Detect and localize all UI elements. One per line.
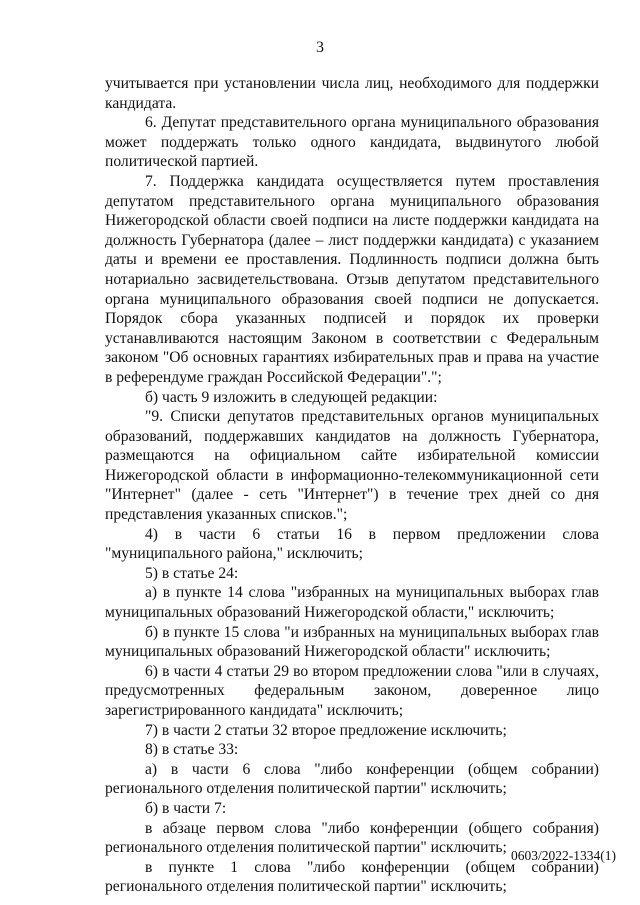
paragraph-amendment-5a: а) в пункте 14 слова "избранных на муниципальных выборах глав муниципальных образований Нижегородской области," исключить; bbox=[105, 584, 599, 622]
paragraph-item-6: 6. Депутат представительного органа муниципального образования может поддержать только одного кандидата, выдвинутого любой политической партией. bbox=[105, 114, 599, 171]
page-number: 3 bbox=[316, 39, 324, 56]
paragraph-amendment-8a: а) в части 6 слова "либо конференции (общем собрании) регионального отделения политической партии" исключить; bbox=[105, 760, 599, 798]
paragraph-amendment-8b-point1: в пункте 1 слова "либо конференции (общем собрании) регионального отделения политической партии" исключить; bbox=[105, 858, 599, 896]
paragraph-item-7: 7. Поддержка кандидата осуществляется путем проставления депутатом представительного органа муниципального образования Нижегородской области своей подписи на листе поддержки кандидата на должность Губернатора (далее – лист поддержки кандидата) с указанием даты и времени ее проставления. Подлинность подписи должна быть нотариально засвидетельствована. Отзыв депутатом представительного органа муниципального образования своей подписи не допускается. Порядок сбора указанных подписей и порядок их проверки устанавливаются настоящим Законом в соответствии с Федеральным законом "Об основных гарантиях избирательных прав и права на участие в референдуме граждан Российской Федерации"."; bbox=[105, 172, 599, 386]
paragraph-amendment-7: 7) в части 2 статьи 32 второе предложение исключить; bbox=[145, 721, 507, 739]
paragraph-item-9-text: "9. Списки депутатов представительных органов муниципальных образований, поддержавших кандидатов на должность Губернатора, размещаются на официальном сайте избирательной комиссии Нижегородской области в информационно-телекоммуникационной сети "Интернет" (далее - сеть "Интернет") в течение трех дней со дня представления указанных списков."; bbox=[105, 408, 599, 524]
paragraph-amendment-4: 4) в части 6 статьи 16 в первом предложении слова "муниципального района," исключить; bbox=[105, 525, 599, 563]
document-code: 0603/2022-1334(1) bbox=[511, 848, 616, 863]
paragraph-amendment-6: 6) в части 4 статьи 29 во втором предложении слова "или в случаях, предусмотренных федеральным законом, доверенное лицо зарегистрированного кандидата" исключить; bbox=[105, 662, 599, 719]
paragraph-continuation: учитывается при установлении числа лиц, необходимого для поддержки кандидата. bbox=[105, 75, 599, 112]
paragraph-amendment-8b: б) в части 7: bbox=[145, 799, 227, 817]
paragraph-subitem-b-part-9: б) часть 9 изложить в следующей редакции: bbox=[145, 388, 438, 406]
paragraph-amendment-8b-first: в абзаце первом слова "либо конференции (общего собрания) регионального отделения политической партии" исключить; bbox=[105, 819, 599, 857]
paragraph-amendment-5: 5) в статье 24: bbox=[145, 564, 239, 582]
paragraph-amendment-5b: б) в пункте 15 слова "и избранных на муниципальных выборах глав муниципальных образований Нижегородской области" исключить; bbox=[105, 623, 599, 661]
document-body bbox=[105, 74, 599, 897]
paragraph-amendment-8: 8) в статье 33: bbox=[145, 741, 239, 759]
